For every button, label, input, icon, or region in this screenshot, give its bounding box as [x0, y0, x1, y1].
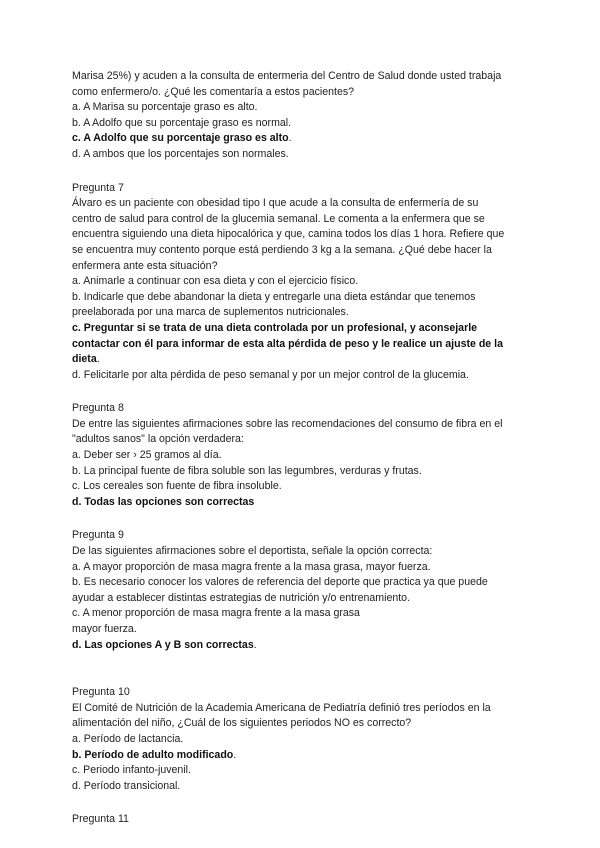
question-9-stem: De las siguientes afirmaciones sobre el deportista, señale la opción correcta: — [72, 545, 433, 558]
question-9-option-b-line-2: ayudar a establecer distintas estrategias de nutrición y/o entrenamiento. — [72, 591, 411, 604]
question-10-option-c: c. Periodo infanto-juvenil. — [72, 764, 191, 777]
question-7-stem-line-1: Álvaro es un paciente con obesidad tipo I que acude a la consulta de enfermería de su — [72, 197, 479, 210]
question-10 — [72, 685, 530, 794]
question-10-option-b-text: b. Período de adulto modificado — [72, 748, 234, 761]
question-9-option-c-line-2: mayor fuerza. — [72, 623, 137, 635]
intro-option-b: b. A Adolfo que su porcentaje graso es normal. — [72, 116, 292, 129]
document-page — [72, 69, 530, 828]
question-9-title: Pregunta 9 — [72, 529, 124, 542]
question-8-option-a: a. Deber ser › 25 gramos al día. — [72, 449, 222, 462]
question-7 — [72, 181, 530, 384]
question-7-option-d: d. Felicitarle por alta pérdida de peso semanal y por un mejor control de la glucemia. — [72, 368, 469, 381]
question-9-option-d-tail: . — [253, 638, 257, 651]
question-10-option-d: d. Período transicional. — [72, 779, 181, 792]
question-10-option-b — [72, 748, 530, 764]
intro-stem-line-1: Marisa 25%) y acuden a la consulta de entermeria del Centro de Salud donde usted trabaja — [72, 70, 502, 82]
question-9-option-d — [72, 638, 530, 654]
question-7-stem-line-5: enfermera ante esta situación? — [72, 259, 218, 272]
spacer — [72, 794, 530, 812]
question-8-stem-line-1: De entre las siguientes afirmaciones sobre las recomendaciones del consumo de fibra en el — [72, 417, 503, 430]
question-7-option-b-line-2: preelaborada por una marca de suplementos nutricionales. — [72, 306, 349, 319]
question-7-option-c-line-3-text: dieta — [72, 353, 97, 366]
spacer — [72, 383, 530, 401]
intro-block — [72, 69, 530, 163]
spacer — [72, 510, 530, 528]
question-7-stem-line-4: se encuentra muy contento porque está perdiendo 3 kg a la semana. ¿Qué debe hacer la — [72, 243, 492, 256]
question-8 — [72, 401, 530, 510]
intro-option-c — [72, 131, 530, 147]
question-8-option-c: c. Los cereales son fuente de fibra insoluble. — [72, 480, 282, 493]
question-8-title: Pregunta 8 — [72, 402, 124, 415]
question-7-option-c-line-3 — [72, 352, 530, 368]
intro-option-c-tail: . — [288, 132, 292, 145]
question-7-option-a: a. Animarle a continuar con esa dieta y con el ejercicio físico. — [72, 275, 359, 288]
intro-stem-line-2: como enfermero/o. ¿Qué les comentaría a estos pacientes? — [72, 85, 355, 98]
intro-option-d: d. A ambos que los porcentajes son normales. — [72, 147, 289, 160]
question-9-option-d-text: d. Las opciones A y B son correctas — [72, 638, 254, 651]
question-8-option-d: d. Todas las opciones son correctas — [72, 495, 255, 508]
question-10-option-a: a. Período de lactancia. — [72, 732, 184, 745]
question-9-option-b-line-1: b. Es necesario conocer los valores de referencia del deporte que practica ya que puede — [72, 576, 488, 589]
spacer — [72, 163, 530, 181]
question-7-title: Pregunta 7 — [72, 181, 124, 194]
question-7-option-c-line-2: contactar con él para informar de esta alta pérdida de peso y le realice un ajuste de la — [72, 337, 503, 350]
question-10-option-b-tail: . — [233, 748, 237, 761]
intro-option-c-text: c. A Adolfo que su porcentaje graso es alto — [72, 132, 289, 145]
question-10-stem-line-2: alimentación del niño, ¿Cuál de los siguientes periodos NO es correcto? — [72, 717, 412, 730]
question-7-stem-line-3: encuentra siguiendo una dieta hipocalórica y que, camina todos los días 1 hora. Refiere que — [72, 228, 505, 241]
question-7-stem-line-2: centro de salud para control de la glucemia semanal. Le comenta a la enfermera que se — [72, 212, 485, 225]
question-9-option-c-line-1: c. A menor proporción de masa magra frente a la masa grasa — [72, 607, 360, 620]
spacer — [72, 653, 530, 685]
question-8-stem-line-2: "adultos sanos" la opción verdadera: — [72, 433, 244, 446]
question-7-option-b-line-1: b. Indicarle que debe abandonar la dieta y entregarle una dieta estándar que tenemos — [72, 290, 476, 303]
intro-option-a: a. A Marisa su porcentaje graso es alto. — [72, 101, 258, 114]
question-8-option-b: b. La principal fuente de fibra soluble son las legumbres, verduras y frutas. — [72, 464, 422, 477]
question-7-option-c-tail: . — [96, 353, 100, 366]
question-10-title: Pregunta 10 — [72, 686, 130, 699]
question-11-title: Pregunta 11 — [72, 813, 129, 826]
question-10-stem-line-1: El Comité de Nutrición de la Academia Americana de Pediatría definió tres períodos en la — [72, 701, 491, 714]
question-11 — [72, 812, 530, 828]
question-9-option-a: a. A mayor proporción de masa magra frente a la masa grasa, mayor fuerza. — [72, 560, 431, 573]
question-7-option-c-line-1: c. Preguntar si se trata de una dieta controlada por un profesional, y aconsejarle — [72, 321, 478, 334]
question-9 — [72, 528, 530, 653]
